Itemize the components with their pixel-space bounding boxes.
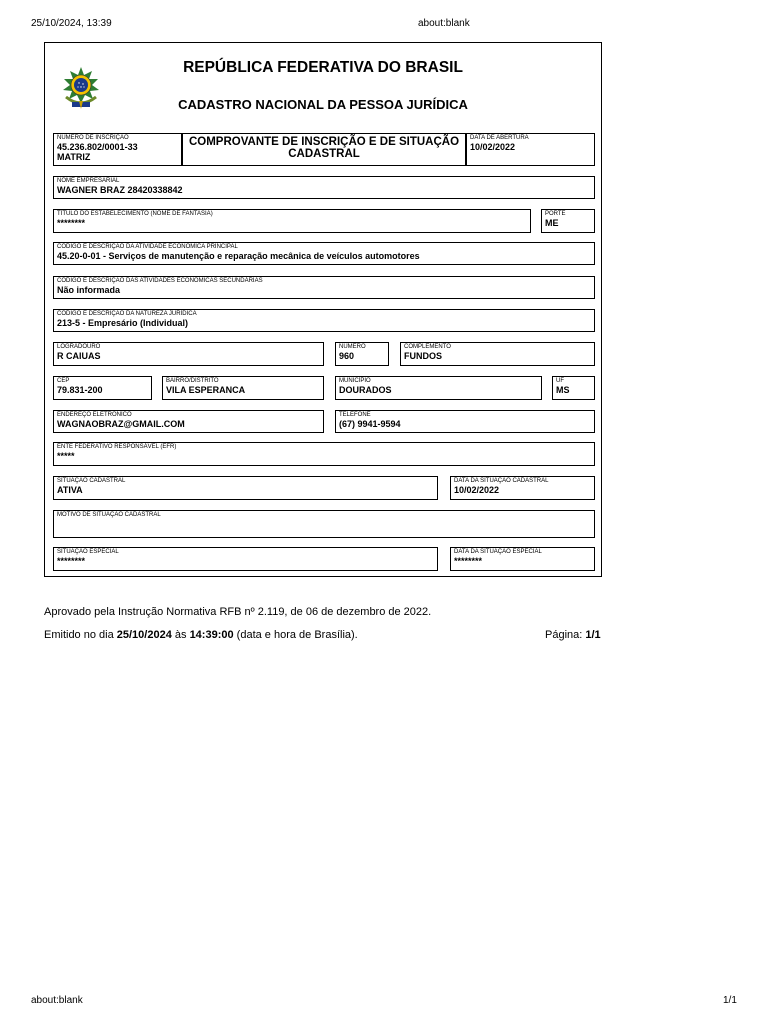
- field-value: ATIVA: [57, 485, 83, 495]
- field-data-situacao-especial: [450, 547, 595, 571]
- field-value-secondary: MATRIZ: [57, 152, 91, 162]
- field-label: CEP: [57, 378, 70, 384]
- field-value: ********: [454, 556, 483, 566]
- page-label: Página:: [545, 629, 586, 641]
- emission-time: 14:39:00: [189, 629, 234, 641]
- field-value: 45.236.802/0001-33: [57, 142, 138, 152]
- field-telefone: [335, 410, 595, 433]
- comprovante-heading: [182, 133, 466, 166]
- field-label: ENDEREÇO ELETRÔNICO: [57, 412, 132, 418]
- field-label: CÓDIGO E DESCRIÇÃO DA ATIVIDADE ECONÔMICA PRINCIPAL: [57, 244, 238, 250]
- field-value: *****: [57, 451, 75, 461]
- field-label: CÓDIGO E DESCRIÇÃO DAS ATIVIDADES ECONÔMICAS SECUNDÁRIAS: [57, 278, 263, 284]
- field-value: ********: [57, 218, 86, 228]
- field-situacao-especial: [53, 547, 438, 571]
- field-value: MS: [556, 385, 570, 395]
- field-atividades-secundarias: [53, 276, 595, 299]
- field-situacao-cadastral: [53, 476, 438, 500]
- field-value: 960: [339, 351, 355, 361]
- field-label: PORTE: [545, 211, 566, 217]
- field-value: VILA ESPERANCA: [166, 385, 246, 395]
- field-value: WAGNAOBRAZ@GMAIL.COM: [57, 419, 185, 429]
- field-municipio: [335, 376, 542, 400]
- field-numero-inscricao: [53, 133, 182, 166]
- comprovante-text: COMPROVANTE DE INSCRIÇÃO E DE SITUAÇÃO CADASTRAL: [188, 136, 460, 160]
- field-label: CÓDIGO E DESCRIÇÃO DA NATUREZA JURÍDICA: [57, 311, 197, 317]
- field-value: 10/02/2022: [454, 485, 500, 495]
- doc-subtitle: CADASTRO NACIONAL DA PESSOA JURÍDICA: [178, 97, 468, 112]
- field-label: LOGRADOURO: [57, 344, 101, 350]
- field-label: COMPLEMENTO: [404, 344, 451, 350]
- page-indicator: [545, 629, 601, 641]
- field-value: 45.20-0-01 - Serviços de manutenção e reparação mecânica de veículos automotores: [57, 251, 420, 261]
- field-cep: [53, 376, 152, 400]
- field-data-situacao-cadastral: [450, 476, 595, 500]
- field-label: SITUAÇÃO ESPECIAL: [57, 549, 119, 555]
- field-value: WAGNER BRAZ 28420338842: [57, 185, 183, 195]
- field-bairro: [162, 376, 324, 400]
- emission-suffix: (data e hora de Brasília).: [233, 629, 358, 641]
- emission-note: [44, 629, 358, 641]
- doc-title: REPÚBLICA FEDERATIVA DO BRASIL: [183, 59, 463, 76]
- field-label: SITUAÇÃO CADASTRAL: [57, 478, 126, 484]
- print-page-count: 1/1: [723, 995, 737, 1006]
- field-value: 79.831-200: [57, 385, 103, 395]
- field-value: FUNDOS: [404, 351, 442, 361]
- field-label: MUNICÍPIO: [339, 378, 371, 384]
- field-label: MOTIVO DE SITUAÇÃO CADASTRAL: [57, 512, 161, 518]
- field-natureza-juridica: [53, 309, 595, 332]
- field-motivo-situacao: [53, 510, 595, 538]
- field-value: 213-5 - Empresário (Individual): [57, 318, 189, 328]
- emission-date: 25/10/2024: [116, 629, 172, 641]
- field-value: ME: [545, 218, 559, 228]
- field-label: UF: [556, 378, 564, 384]
- field-uf: [552, 376, 595, 400]
- field-titulo-estabelecimento: [53, 209, 531, 233]
- field-email: [53, 410, 324, 433]
- field-value: ********: [57, 556, 86, 566]
- emission-mid: às: [171, 629, 190, 641]
- field-efr: [53, 442, 595, 466]
- field-label: NÚMERO: [339, 344, 366, 350]
- field-value: R CAIUAS: [57, 351, 101, 361]
- field-logradouro: [53, 342, 324, 366]
- field-value: (67) 9941-9594: [339, 419, 401, 429]
- field-label: DATA DE ABERTURA: [470, 135, 529, 141]
- field-label: TELEFONE: [339, 412, 371, 418]
- print-url-top: about:blank: [418, 18, 470, 29]
- field-label: DATA DA SITUAÇÃO ESPECIAL: [454, 549, 542, 555]
- field-atividade-principal: [53, 242, 595, 265]
- field-nome-empresarial: [53, 176, 595, 199]
- field-label: ENTE FEDERATIVO RESPONSÁVEL (EFR): [57, 444, 177, 450]
- field-value: 10/02/2022: [470, 142, 516, 152]
- print-url-bottom: about:blank: [31, 995, 83, 1006]
- page-value: 1/1: [585, 629, 601, 641]
- emission-prefix: Emitido no dia: [44, 629, 117, 641]
- field-value: DOURADOS: [339, 385, 392, 395]
- field-label: NOME EMPRESARIAL: [57, 178, 120, 184]
- approval-note: Aprovado pela Instrução Normativa RFB nº 2.119, de 06 de dezembro de 2022.: [44, 606, 432, 618]
- field-complemento: [400, 342, 595, 366]
- field-data-abertura: [466, 133, 595, 166]
- document-frame: [44, 42, 602, 577]
- field-label: TÍTULO DO ESTABELECIMENTO (NOME DE FANTASIA): [57, 211, 213, 217]
- field-label: DATA DA SITUAÇÃO CADASTRAL: [454, 478, 549, 484]
- print-datetime: 25/10/2024, 13:39: [31, 18, 112, 29]
- field-value: Não informada: [57, 285, 121, 295]
- field-label: NÚMERO DE INSCRIÇÃO: [57, 135, 129, 141]
- field-label: BAIRRO/DISTRITO: [166, 378, 219, 384]
- field-numero: [335, 342, 389, 366]
- field-porte: [541, 209, 595, 233]
